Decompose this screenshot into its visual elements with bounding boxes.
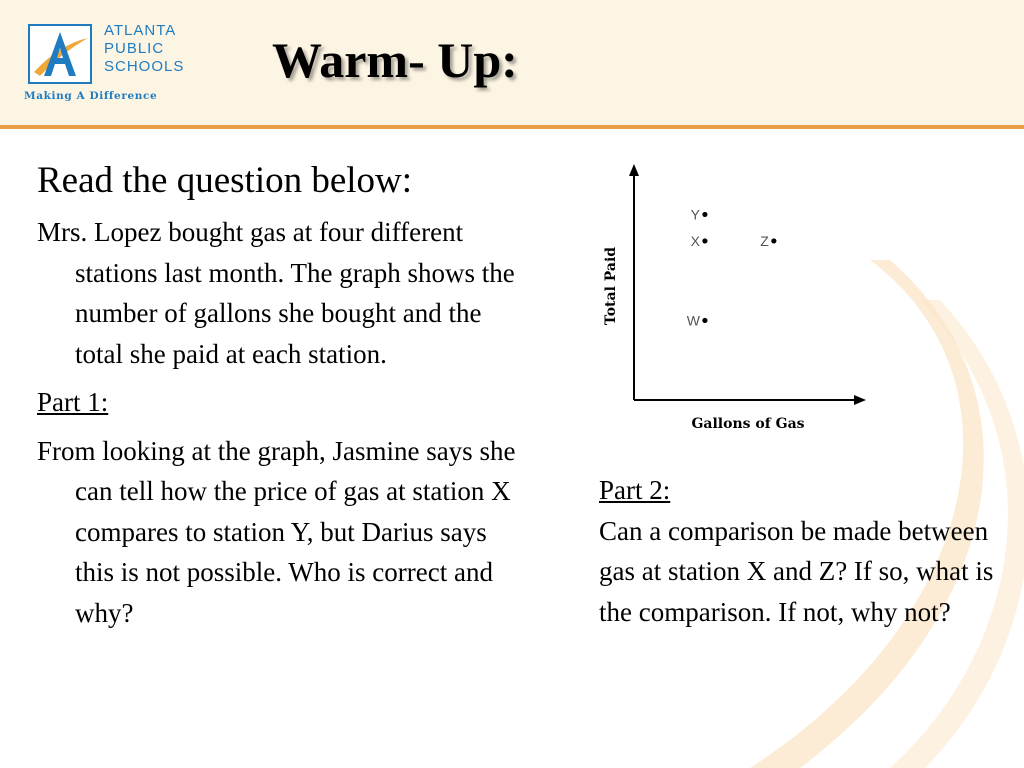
logo-tagline: Making A Difference xyxy=(24,90,158,102)
logo-name-line: ATLANTA xyxy=(104,22,177,39)
data-points xyxy=(687,206,777,328)
logo-name-line: SCHOOLS xyxy=(104,58,185,75)
question-text: Mrs. Lopez bought gas at four different stations last month. The graph shows the number of gallons she bought and the total she paid at each station. xyxy=(37,217,515,369)
part2-label: Part 2: xyxy=(599,475,671,505)
y-axis-label: Total Paid xyxy=(603,246,619,326)
header-divider xyxy=(0,125,1024,129)
point-label-x: X xyxy=(690,232,700,249)
letter-a-logo-icon xyxy=(28,24,92,84)
point-label-z: Z xyxy=(760,232,769,249)
point-z xyxy=(771,238,776,243)
instruction-heading: Read the question below: xyxy=(37,160,413,201)
x-axis-arrow-icon xyxy=(854,395,866,405)
part1-label: Part 1: xyxy=(37,387,109,417)
district-logo xyxy=(24,20,204,110)
part2-column xyxy=(599,470,999,632)
point-w xyxy=(702,318,707,323)
y-axis-arrow-icon xyxy=(629,164,639,176)
part1-text: From looking at the graph, Jasmine says she can tell how the price of gas at station X compares to station Y, but Darius says this is not possible. Who is correct and why? xyxy=(37,435,516,628)
part2-text: Can a comparison be made between gas at station X and Z? If so, what is the comparison. If not, why not? xyxy=(599,515,994,627)
logo-name xyxy=(104,22,204,76)
slide-title: Warm- Up: xyxy=(272,32,518,88)
point-y xyxy=(702,212,707,217)
x-axis-label: Gallons of Gas xyxy=(691,416,805,432)
logo-name-line: PUBLIC xyxy=(104,40,165,57)
point-label-y: Y xyxy=(690,206,700,223)
scatter-chart xyxy=(598,162,888,442)
point-label-w: W xyxy=(686,312,700,329)
question-column xyxy=(37,158,527,641)
point-x xyxy=(702,238,707,243)
